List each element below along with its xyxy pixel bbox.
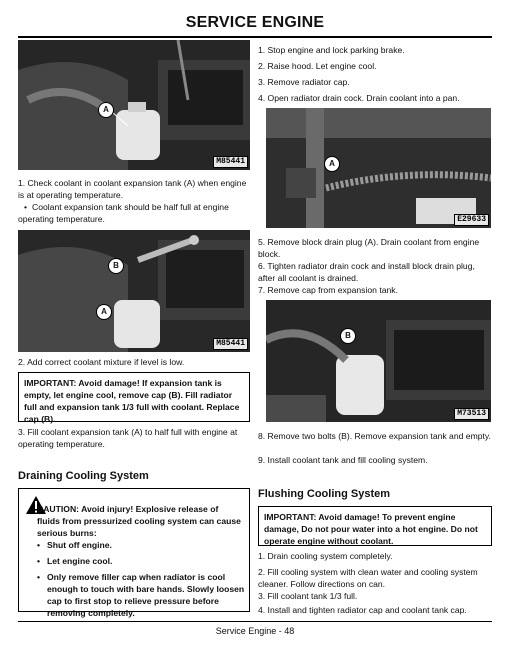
caution-text: CAUTION: Avoid injury! Explosive release of fluids from pressurized cooling system can cause serious burns: — [37, 504, 241, 538]
flush-step-drain: 1. Drain cooling system completely. — [258, 551, 393, 561]
figure-number: M85441 — [213, 338, 248, 350]
step-stop-engine: 1. Stop engine and lock parking brake. — [258, 45, 405, 55]
step-raise-hood: 2. Raise hood. Let engine cool. — [258, 61, 377, 71]
caution-bullet-shut-off: Shut off engine. — [47, 540, 112, 550]
page-footer: Service Engine - 48 — [215, 626, 295, 636]
draining-section-title: Draining Cooling System — [18, 470, 149, 482]
photo-coolant-tank-2 — [18, 230, 250, 352]
footer-rule — [18, 621, 492, 622]
header-rule — [18, 36, 492, 38]
step-fill-expansion-tank: 3. Fill coolant expansion tank (A) to half full with engine at operating temperature. — [18, 427, 238, 449]
caution-bullet-filler-cap: Only remove filler cap when radiator is cool enough to touch with bare hands. Slowly loosen cap to first stop to relieve pressure before removing completely. — [47, 572, 245, 618]
callout-a: A — [324, 156, 340, 172]
callout-a: A — [96, 304, 112, 320]
figure-number: M85441 — [213, 156, 248, 168]
figure-number: E29633 — [454, 214, 489, 226]
flush-step-fill-tank: 3. Fill coolant tank 1/3 full. — [258, 591, 358, 601]
step-check-coolant: 1. Check coolant in coolant expansion tank (A) when engine is at operating temperature. — [18, 178, 247, 200]
page-title: SERVICE ENGINE — [185, 14, 325, 31]
photo-expansion-tank-bolts — [266, 300, 491, 422]
step-tighten-drain-cock: 6. Tighten radiator drain cock and install block drain plug, after all coolant is drained. — [258, 261, 475, 283]
photo-coolant-tank-1 — [18, 40, 250, 170]
step-remove-radiator-cap: 3. Remove radiator cap. — [258, 77, 350, 87]
step-remove-tank-cap: 7. Remove cap from expansion tank. — [258, 285, 398, 295]
bullet-marker: • — [37, 556, 41, 566]
flush-step-fill-water: 2. Fill cooling system with clean water and cooling system cleaner. Follow directions on can. — [258, 567, 478, 589]
bullet-marker: • — [24, 202, 28, 212]
bullet-marker: • — [37, 540, 41, 550]
bullet-marker: • — [37, 572, 41, 582]
important-notice-empty-tank: IMPORTANT: Avoid damage! If expansion tank is empty, let engine cool, remove cap (B). Fill radiator full and expansion tank 1/3 full with coolant. Replace cap (B). — [18, 372, 250, 422]
step-install-coolant-tank: 9. Install coolant tank and fill cooling system. — [258, 455, 428, 465]
note-half-full: Coolant expansion tank should be half full at engine operating temperature. — [18, 202, 229, 224]
callout-b: B — [108, 258, 124, 274]
callout-a: A — [98, 102, 114, 118]
photo-block-drain-plug — [266, 108, 491, 228]
caution-box — [18, 488, 250, 618]
callout-b: B — [340, 328, 356, 344]
step-remove-block-drain-plug: 5. Remove block drain plug (A). Drain coolant from engine block. — [258, 237, 480, 259]
caution-bullet-cool: Let engine cool. — [47, 556, 113, 566]
step-open-drain-cock: 4. Open radiator drain cock. Drain coolant into a pan. — [258, 93, 460, 103]
step-remove-two-bolts: 8. Remove two bolts (B). Remove expansion tank and empty. — [258, 431, 491, 441]
figure-number: M73513 — [454, 408, 489, 420]
flush-step-install-caps: 4. Install and tighten radiator cap and coolant tank cap. — [258, 605, 467, 615]
step-add-coolant: 2. Add correct coolant mixture if level is low. — [18, 357, 185, 367]
important-notice-hot-engine: IMPORTANT: Avoid damage! To prevent engine damage, Do not pour water into a hot engine. Do not operate engine without coolant. — [258, 506, 492, 546]
flushing-section-title: Flushing Cooling System — [258, 488, 391, 500]
